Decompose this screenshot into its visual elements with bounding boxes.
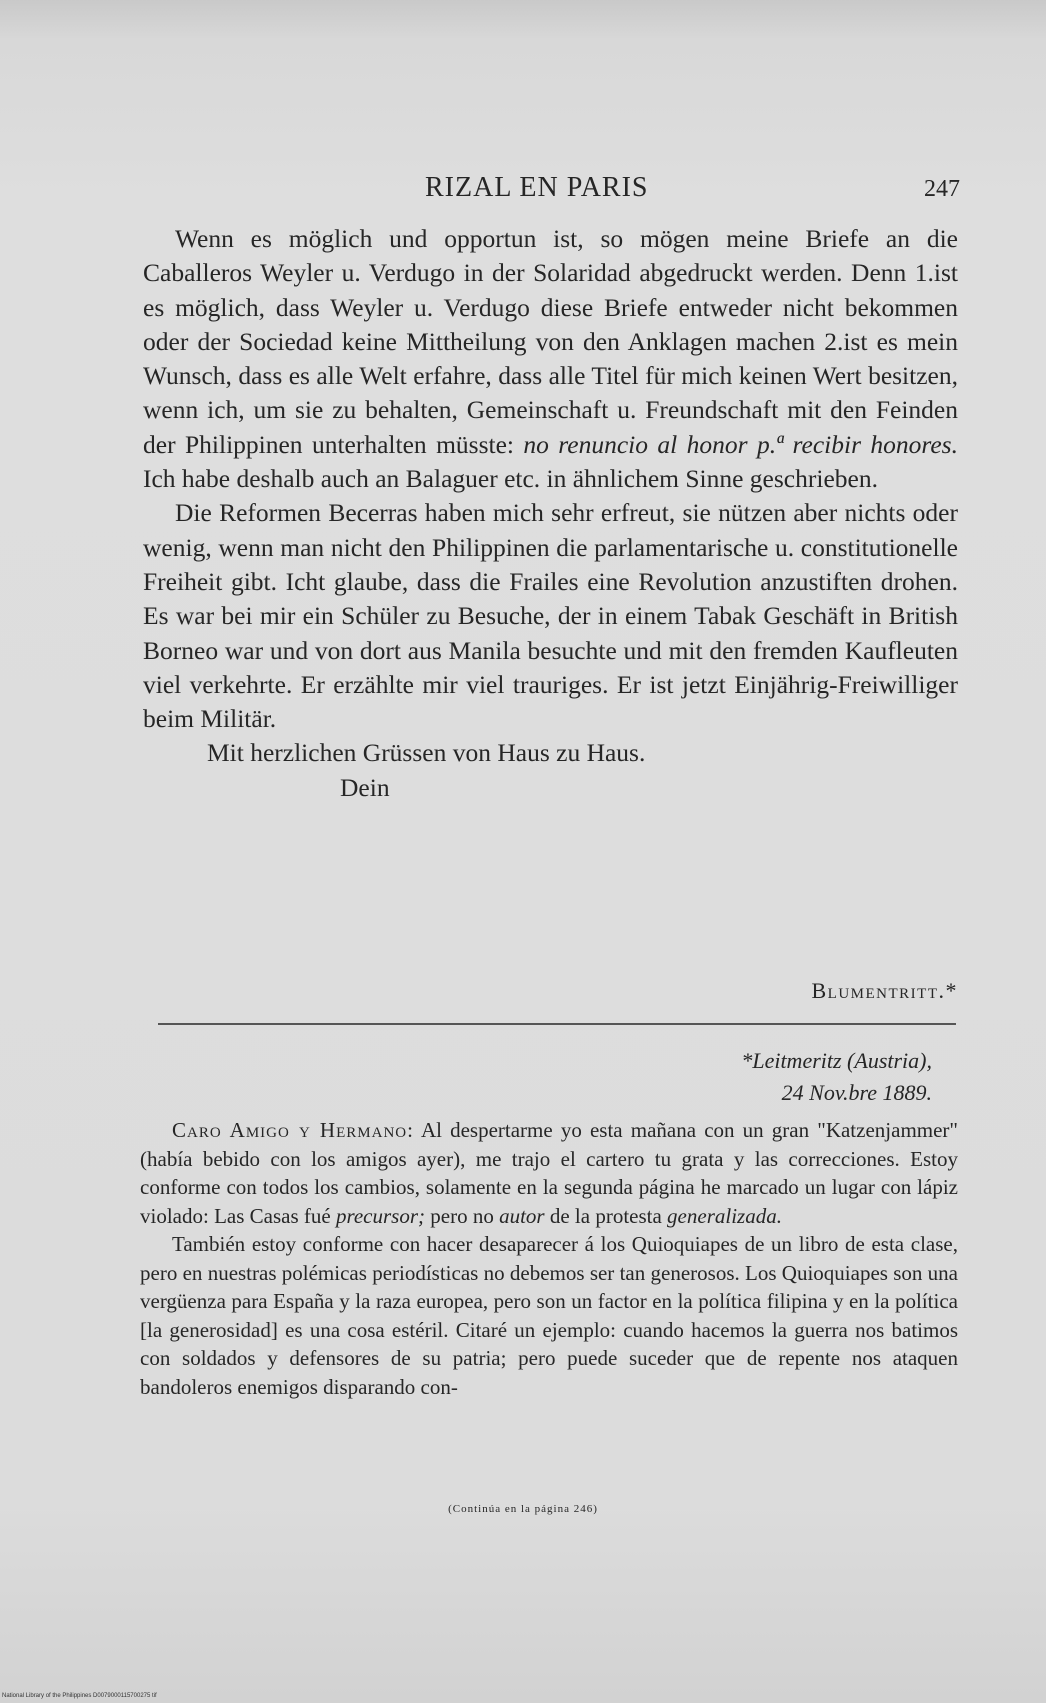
letter1-paragraph-1	[143, 222, 958, 496]
page-number: 247	[924, 176, 960, 202]
letter2-p1-precursor: precursor;	[335, 1203, 425, 1228]
running-title: RIZAL EN PARIS	[425, 172, 649, 203]
letter2-p1-text: Al despertarme yo esta mañana con un gran "Katzenjammer" (había bebido con los amigos ayer), me trajo el cartero tu grata y las correcciones. Estoy conforme con todos los cambios, solamente en la segunda página he marcado un lugar con lápiz violado: Las Casas fué	[140, 1118, 958, 1228]
letter1-p1-italic: no renuncio al honor p.ª recibir honores.	[523, 429, 958, 459]
letter2-p1-text-2: pero no	[430, 1203, 494, 1228]
blumentritt-letter	[143, 222, 958, 805]
dateline	[741, 1045, 932, 1109]
letter2-p1-autor: autor	[499, 1203, 545, 1228]
dateline-place: *Leitmeritz (Austria),	[741, 1048, 932, 1073]
letter2-p1-generalizada: generalizada.	[667, 1203, 782, 1228]
section-divider	[158, 1023, 956, 1025]
letter2-paragraph-1	[140, 1116, 958, 1230]
letter2-paragraph-2: También estoy conforme con hacer desaparecer á los Quioquiapes de un libro de esta clase, pero en nuestras polémicas periodísticas no debemos ser tan generosos. Los Quioquiapes son una vergüenza para España y la raza europea, pero son un factor en la política filipina y en la política [la generosidad] es una cosa estéril. Citaré un ejemplo: cuando hacemos la guerra nos batimos con soldados y defensores de su patria; pero puede suceder que de repente nos ataquen bandoleros enemigos disparando con-	[140, 1232, 958, 1399]
continued-note: (Continúa en la página 246)	[448, 1503, 598, 1515]
letter1-closing: Mit herzlichen Grüssen von Haus zu Haus.	[207, 738, 646, 768]
scan-footer: National Library of the Philippines D0079000115700275 tif	[2, 1693, 157, 1699]
letter1-dein: Dein	[340, 772, 390, 802]
letter1-p1-text-end: Ich habe deshalb auch an Balaguer etc. in ähnlichem Sinne geschrieben.	[143, 464, 878, 494]
letter1-p1-text: Wenn es möglich und opportun ist, so mögen meine Briefe an die Caballeros Weyler u. Verdugo in der Solaridad abgedruckt werden. Denn 1.ist es möglich, dass Weyler u. Verdugo diese Briefe entweder nicht bekommen oder der Sociedad keine Mittheilung von den Anklagen machen 2.ist es mein Wunsch, dass es alle Welt erfahre, dass alle Titel für mich keinen Wert besitzen, wenn ich, um sie zu behalten, Gemeinschaft u. Freundschaft mit den Feinden der Philippinen unterhalten müsste:	[143, 224, 958, 459]
page-header	[140, 172, 960, 212]
letter1-paragraph-2: Die Reformen Becerras haben mich sehr erfreut, sie nützen aber nichts oder wenig, wenn man nicht den Philippinen die parlamentarische u. constitutionelle Freiheit gibt. Icht glaube, dass die Frailes eine Revolution anzustiften drohen. Es war bei mir ein Schüler zu Besuche, der in einem Tabak Geschäft in British Borneo war und von dort aus Manila besuchte und mit den fremden Kaufleuten viel verkehrte. Er erzählte mir viel trauriges. Er ist jetzt Einjährig-Freiwilliger beim Militär.	[143, 498, 958, 734]
dateline-date: 24 Nov.bre 1889.	[781, 1080, 932, 1105]
signature-blumentritt: Blumentritt.*	[811, 978, 958, 1003]
second-letter	[140, 1116, 958, 1401]
letter2-salutation: Caro Amigo y Hermano:	[172, 1118, 414, 1142]
letter2-p1-text-3: de la protesta	[549, 1203, 662, 1228]
